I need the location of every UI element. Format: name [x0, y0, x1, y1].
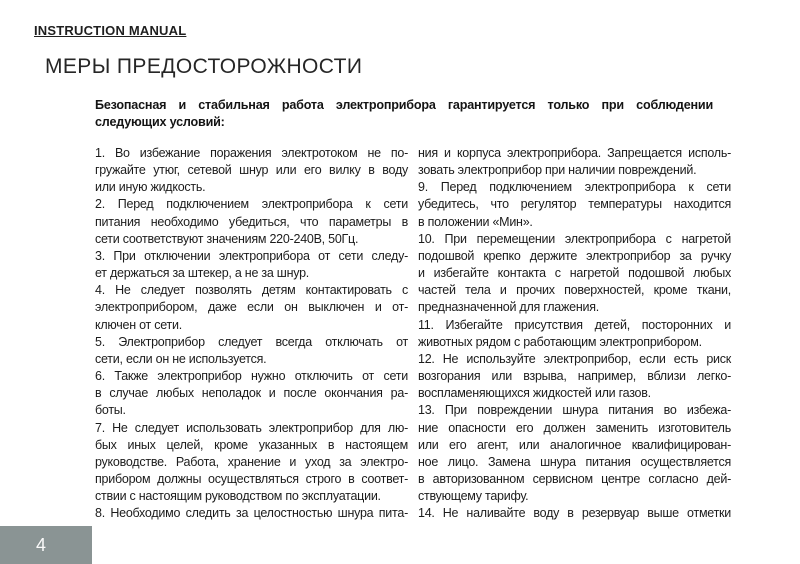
- text-line: или иную жидкость.: [95, 180, 206, 195]
- text-line: 1. Во избежание поражения электротоком не по-: [95, 146, 408, 160]
- text-line: боты.: [95, 403, 126, 418]
- text-line: ствии с настоящим руководством по эксплуатации.: [95, 489, 381, 504]
- text-line: возгорания или взрыва, например, вблизи легко-: [418, 369, 731, 384]
- text-line: гружайте утюг, сетевой шнур или его вилку в воду: [95, 163, 408, 178]
- text-line: 9. Перед подключением электроприбора к сети: [418, 180, 731, 195]
- left-column: [95, 145, 408, 522]
- text-line: ствующему тарифу.: [418, 489, 529, 504]
- text-line: в случае любых неполадок и после окончания ра-: [95, 386, 408, 401]
- page-number: 4: [35, 534, 46, 555]
- two-column-body: [95, 145, 731, 522]
- text-line: 3. При отключении электроприбора от сети следу-: [95, 248, 408, 263]
- text-line: ния и корпуса электроприбора. Запрещается исполь-: [418, 146, 731, 160]
- text-line: руководстве. Работа, хранение и уход за электро-: [95, 454, 408, 469]
- text-line: бых иных целей, кроме указанных в настоящем: [95, 437, 408, 452]
- text-line: ет держаться за штекер, а не за шнур.: [95, 266, 310, 281]
- intro-paragraph: [95, 97, 713, 131]
- text-line: прибором должны осуществляться строго в соответ-: [95, 471, 408, 486]
- page-title: МЕРЫ ПРЕДОСТОРОЖНОСТИ: [45, 55, 363, 78]
- text-line: 8. Необходимо следить за целостностью шнура пита-: [95, 506, 408, 521]
- text-line: убедитесь, что регулятор температуры находится: [418, 197, 731, 212]
- text-line: частей тела и прочих поверхностей, кроме ткани,: [418, 283, 731, 298]
- text-line: Безопасная и стабильная работа электроприбора гарантируется только при соблюдении: [95, 98, 713, 112]
- text-line: 13. При повреждении шнура питания во избежа-: [418, 403, 731, 418]
- text-line: питания необходимо убедиться, что параметры в: [95, 214, 408, 229]
- page-number-box: [0, 526, 92, 564]
- text-line: в положении «Мин».: [418, 214, 533, 229]
- document-header: INSTRUCTION MANUAL: [34, 23, 187, 38]
- text-line: предназначенной для глажения.: [418, 300, 599, 315]
- text-line: следующих условий:: [95, 115, 225, 129]
- text-line: 14. Не наливайте воду в резервуар выше отметки: [418, 506, 731, 521]
- text-line: 4. Не следует позволять детям контактировать с: [95, 283, 408, 298]
- text-line: ное лицо. Замена шнура питания осуществляется: [418, 454, 731, 469]
- text-line: 7. Не следует использовать электроприбор для лю-: [95, 420, 408, 435]
- text-line: 5. Электроприбор следует всегда отключать от: [95, 334, 408, 349]
- text-line: 2. Перед подключением электроприбора к сети: [95, 197, 408, 212]
- text-line: или его агент, или аналогичное квалифицирован-: [418, 437, 731, 452]
- text-line: подошвой крепко держите электроприбор за ручку: [418, 248, 731, 263]
- text-line: электроприбором, даже если он выключен и от-: [95, 300, 408, 315]
- text-line: 10. При перемещении электроприбора с нагретой: [418, 231, 731, 246]
- text-line: 6. Также электроприбор нужно отключить от сети: [95, 369, 408, 384]
- right-column: [418, 145, 731, 522]
- text-line: сети, если он не используется.: [95, 351, 267, 366]
- text-line: 12. Не используйте электроприбор, если есть риск: [418, 351, 731, 366]
- text-line: животных рядом с работающим электроприбором.: [418, 334, 702, 349]
- text-line: 11. Избегайте присутствия детей, посторонних и: [418, 317, 731, 332]
- text-line: воспламеняющихся жидкостей или газов.: [418, 386, 651, 401]
- text-line: сети соответствуют значениям 220-240В, 50Гц.: [95, 231, 359, 246]
- text-line: зовать электроприбор при наличии повреждений.: [418, 163, 697, 178]
- text-line: в авторизованном сервисном центре согласно дей-: [418, 471, 731, 486]
- text-line: и избегайте контакта с нагретой подошвой любых: [418, 266, 731, 281]
- text-line: ние опасности его должен заменить изготовитель: [418, 420, 731, 435]
- text-line: ключен от сети.: [95, 317, 182, 332]
